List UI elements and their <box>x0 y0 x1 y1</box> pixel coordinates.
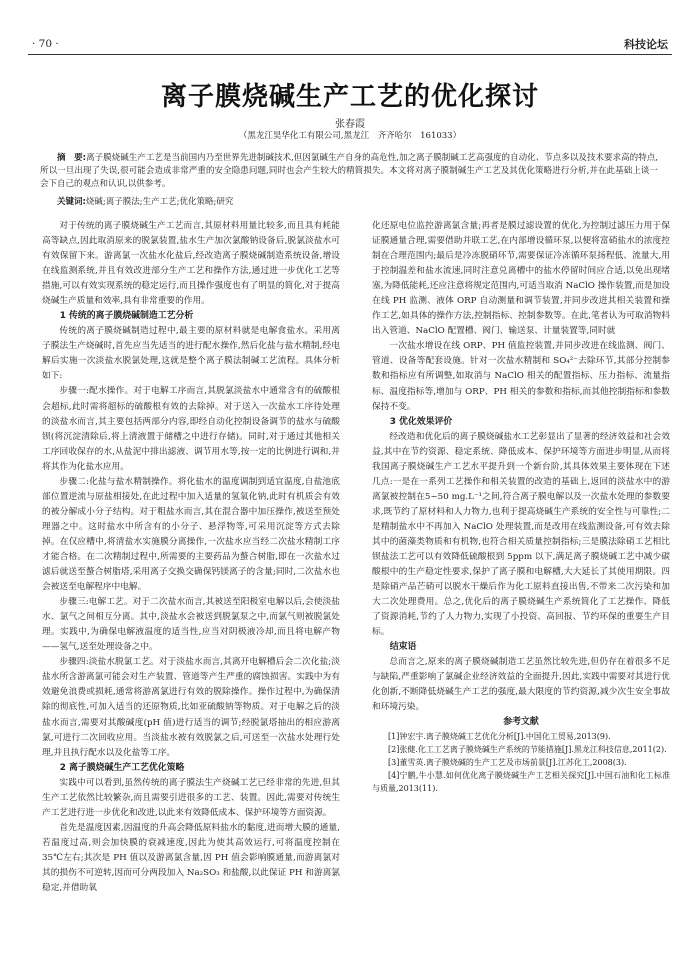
section-heading: 结束语 <box>389 642 417 653</box>
left-column <box>42 219 340 896</box>
journal-name: 科技论坛 <box>624 38 668 51</box>
paragraph: 首先是温度因素,因温度的升高会降低原料盐水的黏度,进而增大膜的通量,若温度过高,则会加快膜的衰减速度,因此为使其高效运行,可将温度控制在 35℃左右;其次是 PH 值以及游离氯含量,因 PH 值会影响膜通量,而游离氯对其的损伤不可逆转,因而可分两段加入 Na₂SO₃ 和盐酸,以此保证 PH 和游离氯稳定,并借助氧 <box>42 822 340 893</box>
right-column <box>372 219 670 795</box>
author: 张春霞 <box>335 119 365 130</box>
paragraph: 实践中可以看到,虽然传统的离子膜法生产烧碱工艺已经非常的先进,但其生产工艺依然比较繁杂,而且需要引进很多的工艺、装置。因此,需要对传统生产工艺进行进一步优化和改进,以此来有效降低成本、保护环境等方面资源。 <box>42 777 340 818</box>
paragraph: 步骤二:化盐与盐水精制操作。将化盐水的温度调制到适宜温度,自盐池底部位置逆流与原盐相接处,在此过程中加入适量的氢氧化钠,此时有机质会有效的被分解成小分子结构。对于粗盐水而言,其在混合器中加压操作,被送至预处理器之中。这时盐水中所含有的小分子、悬浮物等,可采用沉淀等方式去除掉。在仅应槽中,将清盐水实施膜分离操作,一次盐水应当经二次盐水精制工序才能合格。在二次精制过程中,所需要的主要药品为螯合树脂,即在一次盐水过滤后就送至螯合树脂塔,采用离子交换交确保钙镁离子的含量;同时,二次盐水也会被送至电解程序中电解。 <box>42 476 340 593</box>
keywords <box>40 195 658 207</box>
abstract <box>40 152 658 192</box>
section-heading: 2 离子膜烧碱生产工艺优化策略 <box>59 762 185 773</box>
paragraph: 化还原电位监控游离氯含量;再者是膜过滤设置的优化,为控制过滤压力用于保证膜通量合理,需要借助并联工艺,在内部增设循环泵,以便将富硝盐水的浓度控制在合理范围内;最后是冷冻脱硝环节,需要保证冷冻循环泵扬程低、流量大,用于控制温差和盐水流速,同时注意兑离槽中的盐水停留时间应合适,以免出现堵塞,为降低能耗,还应注意将规定范围内,可适当取消 NaClO 操作装置,而是加设在线 PH 监测、液体 ORP 自动测量和调节装置,并同步改进其相关装置和操作工艺,如具体的操作方法,控制指标、控制参数等。在此,笔者认为可取消物料出入管道、NaClO 配置槽、阀门、输送泵、计量装置等,同时就 <box>372 221 670 337</box>
reference-item: [3]董雪英.离子膜烧碱的生产工艺及市场前景[J].江苏化工,2008(3). <box>388 758 627 768</box>
paragraph: 一次盐水增设在线 ORP、PH 值监控装置,并同步改进在线监测、阀门、管道、设备等配套设施。针对一次盐水精制和 SO₄²⁻去除环节,其部分控制参数和指标应有所调整,如取消与 NaClO 相关的配置指标、压力指标、流量指标、温度指标等,增加与 ORP、PH 相关的参数和指标,而其他控制指标和参数保持不变。 <box>372 341 670 412</box>
section-heading: 1 传统的离子膜烧碱制造工艺分析 <box>59 311 194 322</box>
affiliation: （黑龙江昊华化工有限公司,黑龙江 齐齐哈尔 161033） <box>238 131 462 141</box>
paragraph: 总而言之,原来的离子膜烧碱制造工艺虽然比较先进,但仍存在着很多不足与缺陷,严重影响了氯碱企业经济效益的全面提升,因此,实践中需要对其进行优化创新,不断降低烧碱生产工艺的强度,最大限度的节约资源,减少次生安全事故和环境污染。 <box>372 657 670 713</box>
paragraph: 步骤一:配水操作。对于电解工序而言,其脱氯淡盐水中通常含有的硫酸根会超标,此时需将超标的硫酸根有效的去除掉。对于送入一次盐水工序待处理的淡盐水而言,其主要包括两部分内容,即经自动化控制设备调节的盐水与硫酸钡(将沉淀清除后,将上清液置于储槽之中进行存储)。同时,对于通过其他相关工序回收保存的水,从盐泥中排出滤液、调节用水等,按一定的比例进行调和,并将其作为化盐水应用。 <box>42 386 340 472</box>
keywords-label: 关键词: <box>57 197 86 207</box>
keywords-text: 烧碱;离子膜法;生产工艺;优化策略;研究 <box>85 197 234 207</box>
section-heading: 3 优化效果评价 <box>389 416 453 427</box>
reference-item: [1]钟宏宇.离子膜烧碱工艺优化分析[J].中国化工贸易,2013(9). <box>388 732 611 742</box>
paragraph: 步骤四:淡盐水脱氯工艺。对于淡盐水而言,其离开电解槽后会二次化盐;淡盐水所含游离氯可能会对生产装置、管道等产生严重的腐蚀损害。实践中为有效避免浪费或损耗,通常将游离氯进行有效的脱除操作。操作过程中,为确保清除的彻底性,可加入适当的还原物质,比如亚硫酸钠等物质。对于电解之后的淡盐水而言,需要对其酸碱度(pH 值)进行适当的调节;经脱氯塔抽出的相应游离氯,可进行二次回收应用。当淡盐水被有效脱氯之后,可送至一次盐水处理行处理,并且执行配水以及化盐等工序。 <box>42 657 340 758</box>
reference-item: [4]宁鹏,牛小慧.如何优化离子膜烧碱生产工艺相关探究[J].中国石油和化工标准与质量,2013(11). <box>372 771 670 794</box>
page-number: · 70 · <box>32 38 59 50</box>
article-title: 离子膜烧碱生产工艺的优化探讨 <box>160 82 539 112</box>
paragraph: 对于传统的离子膜烧碱生产工艺而言,其原材料用量比较多,而且具有耗能高等缺点,因此取消原来的脱氯装置,盐水生产加次氯酸钠设备后,脱氯淡盐水可有效保留下来。游离氯一次盐水化盐后,经改造离子膜烧碱制造系统设备,增设在线监测系统,并且有效改进部分生产工艺和操作方法,通过进一步优化工艺等措施,可以有效实现系统的稳定运行,而且操作强度也有了明显的简化,对于提高烧碱生产质量和效率,具有非常重要的作用。 <box>42 221 340 307</box>
abstract-text: 离子膜烧碱生产工艺是当前国内乃至世界先进制碱技术,但因氯碱生产自身的高危性,加之离子膜制碱工艺高强度的自动化、节点多以及技术要求高的特点,所以一旦出现了失误,很可能会造成非常严重的安全隐患问题,同时也会产生较大的精简损失。本文将对离子膜制碱生产工艺及其优化策略进行分析,并在此基础上谈一会下自己的观点和认识,以供参考。 <box>40 153 658 190</box>
paragraph: 步骤三:电解工艺。对于二次盐水而言,其被送至阳极室电解以后,会使淡盐水、氯气之间相互分离。其中,淡盐水会被送到脱氯泵之中,而氯气则被脱氯处理。实践中,为确保电解液温度的适当性,应当对阴极液冷却,而且将电解产物——氢气,送至处理设备之中。 <box>42 597 340 653</box>
abstract-label: 摘 要: <box>57 153 87 163</box>
paragraph: 经改造和优化后的离子膜烧碱盐水工艺彰显出了显著的经济效益和社会效益,其中在节约资源、稳定系统、降低成本、保护环境等方面进步明显,从而将我国离子膜烧碱生产工艺水平提升到一个新台阶,其具体效果主要体现在下述几点:一是在一系列工艺操作和相关装置的改造的基础上,返回的淡盐水中的游离氯被控制在5~50 mg.L⁻¹之间,符合离子膜电解以及一次盐水处理的参数要求,既节约了原材料和人力物力,也利于提高烧碱生产系统的安全性与可靠性;二是精制盐水中不再加入 NaClO 处理装置,而是改用在线监测设备,可有效去除其中的菌藻类物质和有机物,也符合相关质量控制指标;三是膜法除硝工艺相比钡盐法工艺可以有效降低硫酸根到 5ppm 以下,满足离子膜烧碱工艺中减少碳酸根中的生产稳定性要求,保护了离子膜和电解槽,大大延长了其使用期限。四是除硝产品芒硝可以脱水干燥后作为化工原料直接出售,不带来二次污染和加大二次处理费用。总之,优化后的离子膜烧碱生产系统简化了工艺操作、降低了资源消耗,节约了人力物力,实现了小投资、高回报、节约环保的重要生产目标。 <box>372 431 670 638</box>
paragraph: 传统的离子膜烧碱制造过程中,最主要的原材料就是电解食盐水。采用离子膜法生产烧碱时,首先应当先适当的进行配水操作,然后化盐与盐水精制,经电解后实施一次淡盐水脱氯处理,这就是整个离子膜法制碱工艺流程。具体分析如下: <box>42 326 340 382</box>
running-header <box>28 34 672 55</box>
references-heading: 参考文献 <box>503 717 539 728</box>
reference-item: [2]张健.化工工艺离子膜烧碱生产系统的节能措施[J].黑龙江科技信息,2011(2). <box>388 745 667 755</box>
